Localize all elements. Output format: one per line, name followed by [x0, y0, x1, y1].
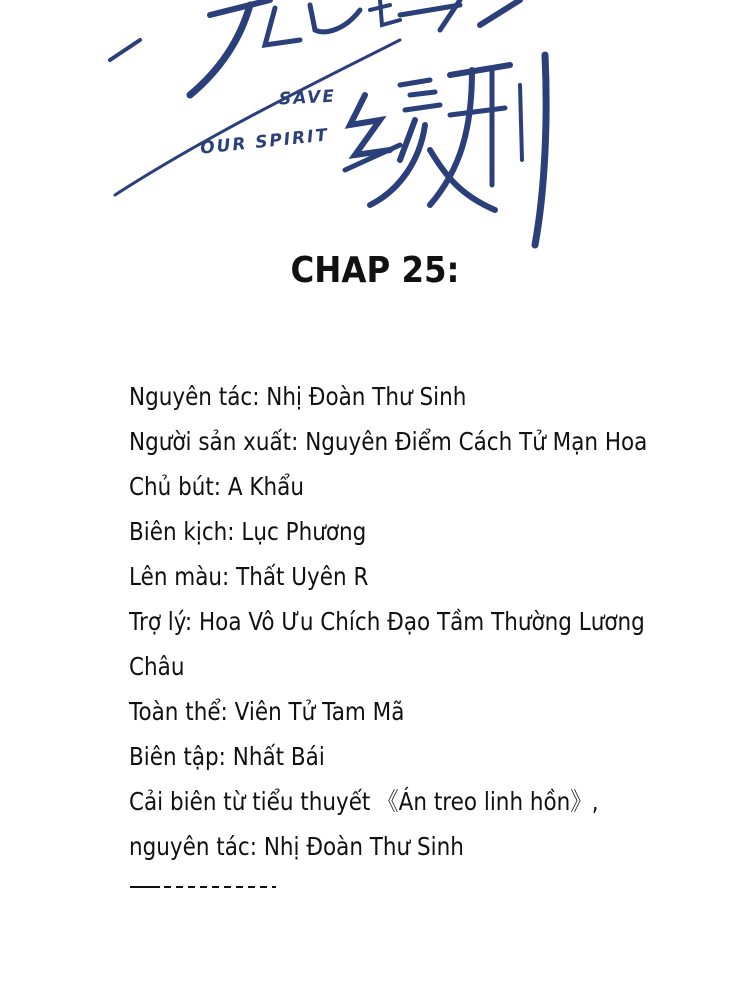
logo-english-line-1: SAVE: [278, 86, 337, 110]
credit-line-producer: Người sản xuất: Nguyên Điểm Cách Tử Mạn Hoa: [129, 427, 648, 456]
credit-line-colorist: Lên màu: Thất Uyên R: [129, 562, 369, 591]
credit-line-lead-artist: Chủ bút: A Khẩu: [129, 472, 304, 501]
calligraphy-logo-icon: [100, 0, 570, 250]
credit-line-screenwriter: Biên kịch: Lục Phương: [129, 517, 367, 546]
dashed-divider: [130, 886, 276, 888]
credit-line-full-team: Toàn thể: Viên Tử Tam Mã: [129, 697, 405, 726]
credit-line-assistants-continued: Châu: [129, 652, 185, 681]
credit-line-adaptation: Cải biên từ tiểu thuyết 《Án treo linh hồn》,: [129, 787, 599, 816]
chapter-title: CHAP 25:: [290, 250, 460, 291]
credit-line-editor: Biên tập: Nhất Bái: [129, 742, 325, 771]
credit-line-original-author: Nguyên tác: Nhị Đoàn Thư Sinh: [129, 382, 467, 411]
credits-block: [129, 374, 648, 869]
credit-line-assistants: Trợ lý: Hoa Vô Ưu Chích Đạo Tầm Thường Lương: [129, 607, 645, 636]
credit-line-adaptation-author: nguyên tác: Nhị Đoàn Thư Sinh: [129, 832, 464, 861]
logo-english-line-2: OUR SPIRIT: [199, 125, 331, 159]
series-logo: [100, 0, 570, 250]
